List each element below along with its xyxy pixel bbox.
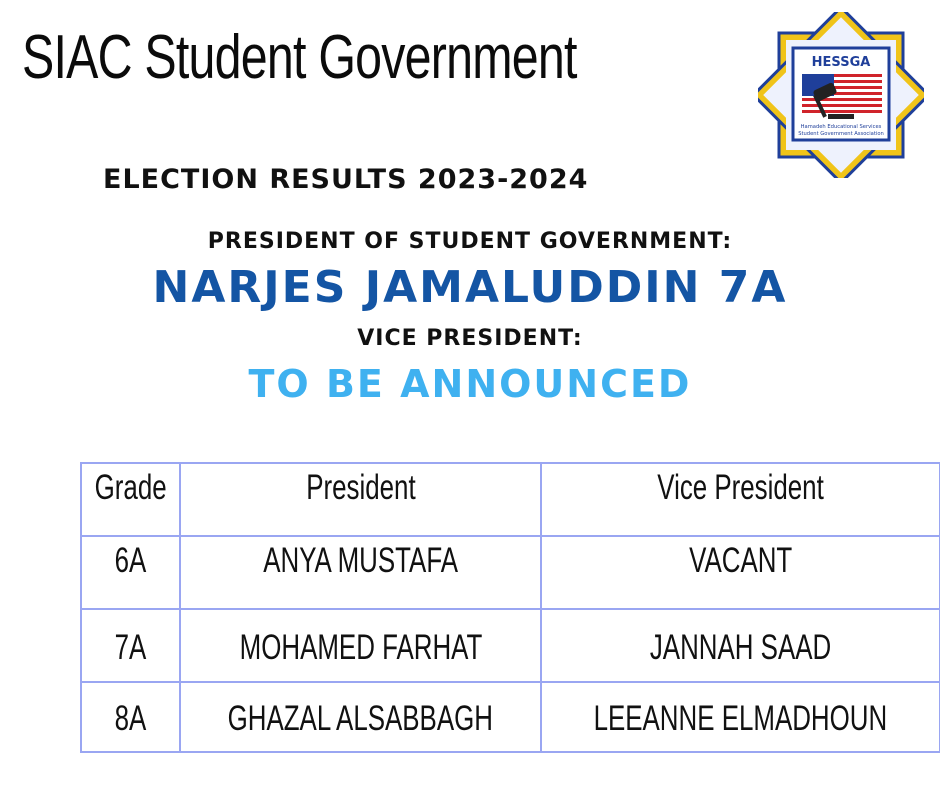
grade-cell: 8A bbox=[81, 682, 180, 752]
president-cell: ANYA MUSTAFA bbox=[180, 536, 541, 609]
grade-cell: 6A bbox=[81, 536, 180, 609]
table-row bbox=[81, 536, 940, 609]
table-header-row bbox=[81, 463, 940, 536]
logo-acronym: HESSGA bbox=[811, 55, 871, 70]
header-president: President bbox=[180, 463, 541, 536]
vice-president-cell: JANNAH SAAD bbox=[541, 609, 940, 682]
hessga-logo bbox=[758, 12, 924, 178]
election-results-heading: ELECTION RESULTS 2023-2024 bbox=[103, 164, 589, 195]
president-cell: GHAZAL ALSABBAGH bbox=[180, 682, 541, 752]
header-grade: Grade bbox=[81, 463, 180, 536]
president-label: PRESIDENT OF STUDENT GOVERNMENT: bbox=[207, 229, 733, 254]
grade-cell: 7A bbox=[81, 609, 180, 682]
vice-president-label: VICE PRESIDENT: bbox=[357, 326, 583, 351]
table-row bbox=[81, 682, 940, 752]
results-table bbox=[80, 462, 940, 753]
page-title: SIAC Student Government bbox=[22, 23, 577, 92]
logo-caption-line2: Student Government Association bbox=[798, 131, 884, 137]
vice-president-cell: LEEANNE ELMADHOUN bbox=[541, 682, 940, 752]
vice-president-name: TO BE ANNOUNCED bbox=[248, 362, 692, 406]
header-vice-president: Vice President bbox=[541, 463, 940, 536]
president-cell: MOHAMED FARHAT bbox=[180, 609, 541, 682]
table-row bbox=[81, 609, 940, 682]
president-name: NARJES JAMALUDDIN 7A bbox=[152, 262, 788, 313]
logo-caption-line1: Hamadeh Educational Services bbox=[800, 124, 882, 130]
vice-president-cell: VACANT bbox=[541, 536, 940, 609]
